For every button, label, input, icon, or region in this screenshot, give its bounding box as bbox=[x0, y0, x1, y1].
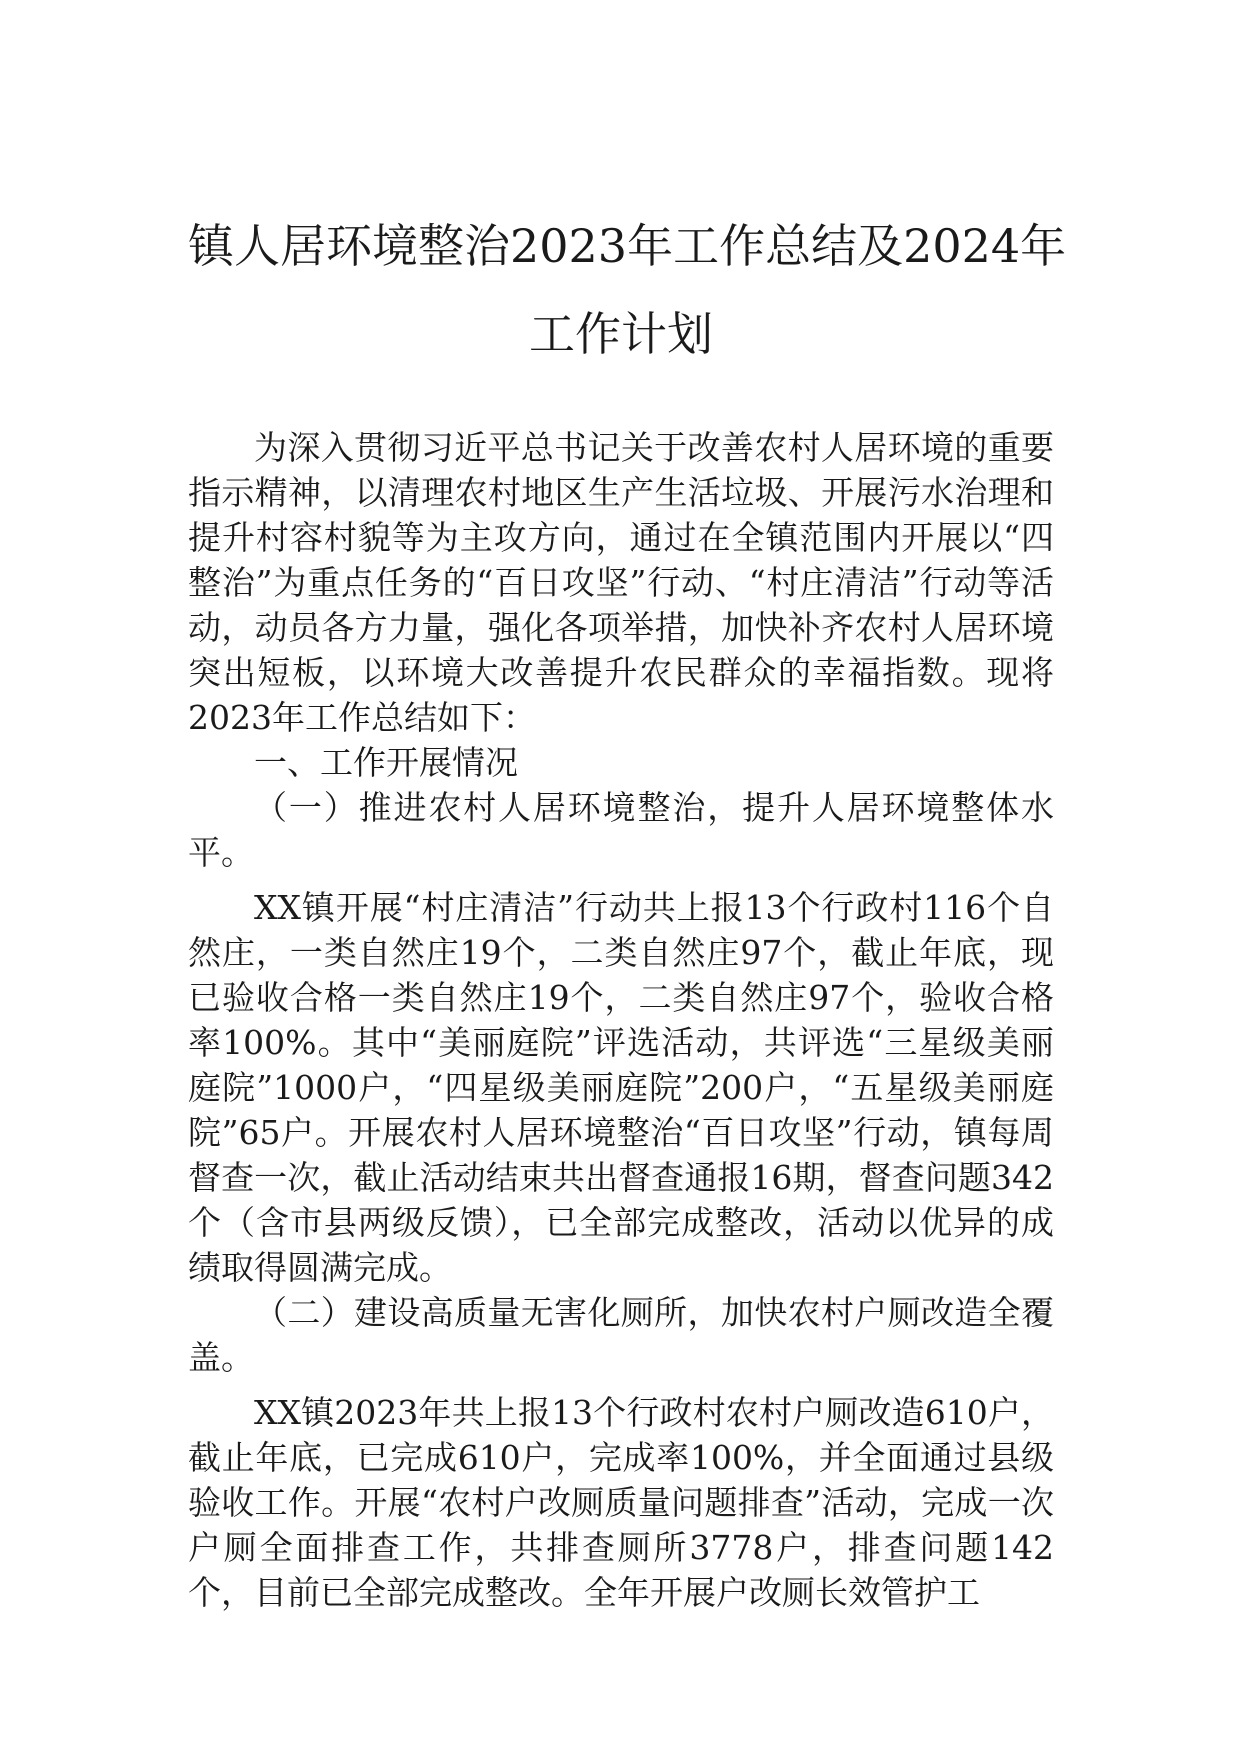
body-paragraph-2: XX镇2023年共上报13个行政村农村户厕改造610户，截止年底，已完成610户，完成率100%，并全面通过县级验收工作。开展“农村户改厕质量问题排查”活动，完成一次户厕全面排查工作，共排查厕所3778户，排查问题142个，目前已全部完成整改。全年开展户改厕长效管护工 bbox=[188, 1393, 1054, 1612]
section-heading-1: 一、工作开展情况 bbox=[254, 743, 518, 782]
document-page bbox=[188, 0, 1067, 1754]
document-title-line-2: 工作计划 bbox=[529, 307, 713, 361]
body-paragraph-1: XX镇开展“村庄清洁”行动共上报13个行政村116个自然庄，一类自然庄19个，二类自然庄97个，截止年底，现已验收合格一类自然庄19个，二类自然庄97个，验收合格率100%。其中“美丽庭院”评选活动，共评选“三星级美丽庭院”1000户，“四星级美丽庭院”200户，“五星级美丽庭院”65户。开展农村人居环境整治“百日攻坚”行动，镇每周督查一次，截止活动结束共出督查通报16期，督查问题342个（含市县两级反馈），已全部完成整改，活动以优异的成绩取得圆满完成。 bbox=[188, 888, 1054, 1287]
intro-paragraph: 为深入贯彻习近平总书记关于改善农村人居环境的重要指示精神，以清理农村地区生产生活垃圾、开展污水治理和提升村容村貌等为主攻方向，通过在全镇范围内开展以“四整治”为重点任务的“百日攻坚”行动、“村庄清洁”行动等活动，动员各方力量，强化各项举措，加快补齐农村人居环境突出短板，以环境大改善提升农民群众的幸福指数。现将2023年工作总结如下： bbox=[188, 428, 1054, 737]
document-body bbox=[188, 425, 1054, 1615]
subsection-heading-1: （一）推进农村人居环境整治，提升人居环境整体水平。 bbox=[188, 788, 1054, 872]
subsection-heading-2: （二）建设高质量无害化厕所，加快农村户厕改造全覆盖。 bbox=[188, 1293, 1054, 1377]
document-title-line-1: 镇人居环境整治2023年工作总结及2024年 bbox=[188, 219, 1067, 273]
